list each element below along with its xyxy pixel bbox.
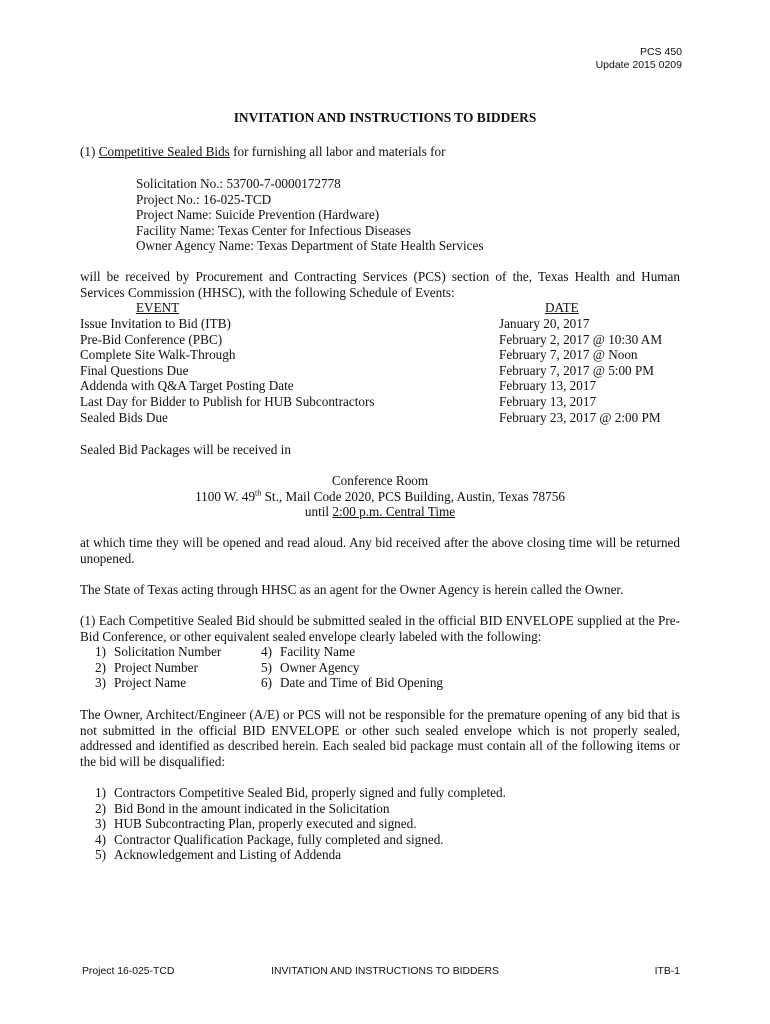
project-name: Project Name: Suicide Prevention (Hardware) <box>136 207 380 223</box>
owner-agency-name: Owner Agency Name: Texas Department of State Health Services <box>136 238 484 254</box>
footer-title: INVITATION AND INSTRUCTIONS TO BIDDERS <box>271 966 499 977</box>
footer-project: Project 16-025-TCD <box>82 966 175 977</box>
required-items-list: 1) Contractors Competitive Sealed Bid, properly signed and fully completed. 2) Bid Bond in the amount indicated in the Solicitation 3) HUB Subcontracting Plan, properly executed and signed. 4) Contractor Qualification Package, fully completed and signed. 5) Acknowledgement and Listing of Addenda <box>95 785 506 863</box>
project-number: Project No.: 16-025-TCD <box>136 191 272 207</box>
location-block <box>80 473 680 520</box>
owner-paragraph: The State of Texas acting through HHSC as an agent for the Owner Agency is herein called the Owner. <box>80 582 624 597</box>
packages-received-line: Sealed Bid Packages will be received in <box>80 442 291 457</box>
footer-page-number: ITB-1 <box>654 966 680 977</box>
location-until: until 2:00 p.m. Central Time <box>304 504 456 520</box>
update-date: Update 2015 0209 <box>595 59 682 71</box>
envelope-paragraph: (1) Each Competitive Sealed Bid should be submitted sealed in the official BID ENVELOPE supplied at the Pre-Bid Conference, or other equivalent sealed envelope clearly labeled with the following: <box>80 613 680 644</box>
schedule-row: Addenda with Q&A Target Posting Date February 13, 2017 <box>80 378 597 394</box>
envelope-label-list: 1) Solicitation Number 4) Facility Name 2) Project Number 5) Owner Agency 3) Project Name 6) Date and Time of Bid Opening <box>95 644 444 691</box>
document-title: INVITATION AND INSTRUCTIONS TO BIDDERS <box>233 110 537 125</box>
location-address: 1100 W. 49th St., Mail Code 2020, PCS Building, Austin, Texas 78756 <box>195 488 565 504</box>
competitive-sealed-bids-text: Competitive Sealed Bids <box>98 144 230 159</box>
schedule-row: Pre-Bid Conference (PBC) February 2, 2017 @ 10:30 AM <box>80 331 663 347</box>
responsibility-paragraph: The Owner, Architect/Engineer (A/E) or PCS will not be responsible for the premature opening of any bid that is not submitted in the official BID ENVELOPE or other such sealed envelope which is not properly sealed, addressed and identified as described herein. Each sealed bid package must contain all of the following items or the bid will be disqualified: <box>80 707 680 769</box>
facility-name: Facility Name: Texas Center for Infectious Diseases <box>136 222 411 238</box>
intro-line: (1) Competitive Sealed Bids for furnishing all labor and materials for <box>80 144 446 159</box>
received-paragraph: will be received by Procurement and Contracting Services (PCS) section of the, Texas Health and Human Services Commission (HHSC), with the following Schedule of Events: <box>80 269 680 300</box>
schedule-row: Sealed Bids Due February 23, 2017 @ 2:00 PM <box>80 409 661 425</box>
schedule-row: Final Questions Due February 7, 2017 @ 5:00 PM <box>80 362 655 378</box>
schedule-of-events <box>0 300 770 430</box>
event-header: EVENT <box>136 300 180 315</box>
form-id: PCS 450 <box>639 46 682 58</box>
schedule-row: Issue Invitation to Bid (ITB) January 20, 2017 <box>80 316 590 331</box>
location-room: Conference Room <box>331 473 429 488</box>
schedule-row: Complete Site Walk-Through February 7, 2017 @ Noon <box>80 347 638 363</box>
project-info <box>136 176 483 254</box>
form-header <box>596 46 682 72</box>
opened-paragraph: at which time they will be opened and read aloud. Any bid received after the above closing time will be returned unopened. <box>80 535 680 566</box>
date-header: DATE <box>545 300 579 315</box>
schedule-row: Last Day for Bidder to Publish for HUB Subcontractors February 13, 2017 <box>80 394 597 409</box>
solicitation-number: Solicitation No.: 53700-7-0000172778 <box>136 176 341 191</box>
